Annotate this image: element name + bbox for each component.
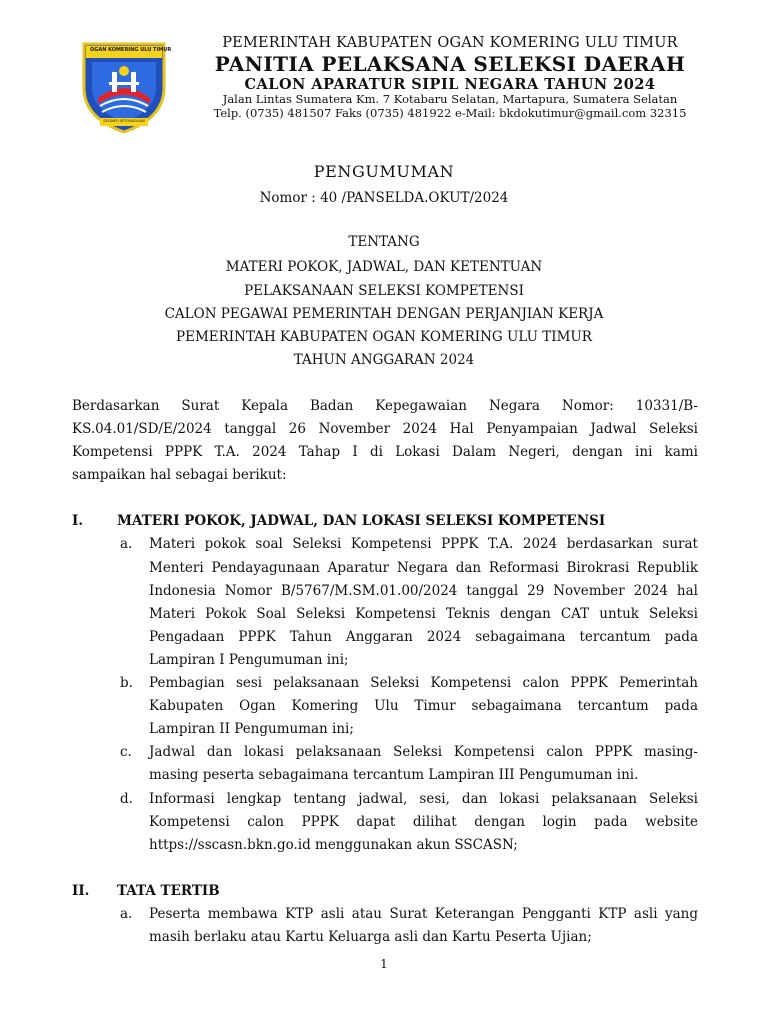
letterhead-address: Jalan Lintas Sumatera Km. 7 Kotabaru Selatan, Martapura, Sumatera Selatan	[222, 92, 678, 106]
item-line: masing peserta sebagaimana tercantum Lampiran III Pengumuman ini.	[149, 767, 639, 783]
item-letter: a.	[120, 906, 133, 922]
item-line: https://sscasn.bkn.go.id menggunakan akun SSCASN;	[149, 837, 518, 853]
section-number: I.	[72, 513, 84, 529]
subject-line: PELAKSANAAN SELEKSI KOMPETENSI	[244, 283, 524, 299]
item-line: masih berlaku atau Kartu Keluarga asli dan Kartu Peserta Ujian;	[149, 929, 592, 945]
section-title: MATERI POKOK, JADWAL, DAN LOKASI SELEKSI KOMPETENSI	[117, 513, 606, 529]
intro-paragraph-line: KS.04.01/SD/E/2024 tanggal 26 November 2024 Hal Penyampaian Jadwal Seleksi	[72, 421, 698, 437]
page-number: 1	[380, 957, 388, 971]
logo-ribbon-text: OGAN KOMERING ULU TIMUR	[90, 47, 172, 53]
item-line: Menteri Pendayagunaan Aparatur Negara dan Reformasi Birokrasi Republik	[149, 560, 698, 576]
intro-paragraph-line: Berdasarkan Surat Kepala Badan Kepegawaian Negara Nomor: 10331/B-	[72, 398, 698, 414]
item-line: Pengadaan PPPK Tahun Anggaran 2024 sebagaimana tercantum pada	[149, 629, 698, 645]
subject-line: PEMERINTAH KABUPATEN OGAN KOMERING ULU TIMUR	[176, 329, 592, 345]
item-letter: b.	[120, 675, 133, 691]
announcement-about: TENTANG	[348, 234, 420, 250]
letterhead-committee: PANITIA PELAKSANA SELEKSI DAERAH	[214, 52, 686, 76]
letterhead-program: CALON APARATUR SIPIL NEGARA TAHUN 2024	[244, 76, 656, 93]
item-line: Indonesia Nomor B/5767/M.SM.01.00/2024 tanggal 29 November 2024 hal	[149, 583, 698, 599]
letterhead-government: PEMERINTAH KABUPATEN OGAN KOMERING ULU TIMUR	[222, 35, 678, 51]
item-line: Kompetensi calon PPPK dapat dilihat dengan login pada website	[149, 814, 698, 830]
item-line: Lampiran II Pengumuman ini;	[149, 721, 354, 737]
item-letter: a.	[120, 536, 133, 552]
item-line: Lampiran I Pengumuman ini;	[149, 652, 349, 668]
item-line: Peserta membawa KTP asli atau Surat Keterangan Pengganti KTP asli yang	[149, 906, 698, 922]
intro-paragraph-line: Kompetensi PPPK T.A. 2024 Tahap I di Lokasi Dalam Negeri, dengan ini kami	[72, 444, 698, 460]
regency-logo	[78, 38, 170, 134]
item-line: Informasi lengkap tentang jadwal, sesi, dan lokasi pelaksanaan Seleksi	[149, 791, 698, 807]
item-line: Materi Pokok Soal Seleksi Kompetensi Teknis dengan CAT untuk Seleksi	[149, 606, 698, 622]
intro-paragraph-line: sampaikan hal sebagai berikut:	[72, 467, 287, 483]
section-title: TATA TERTIB	[117, 883, 220, 899]
section-number: II.	[72, 883, 90, 899]
item-letter: d.	[120, 791, 133, 807]
announcement-number: Nomor : 40 /PANSELDA.OKUT/2024	[259, 190, 509, 206]
item-line: Pembagian sesi pelaksanaan Seleksi Kompetensi calon PPPK Pemerintah	[149, 675, 698, 691]
subject-line: CALON PEGAWAI PEMERINTAH DENGAN PERJANJIAN KERJA	[164, 306, 604, 322]
item-letter: c.	[120, 744, 132, 760]
subject-line: MATERI POKOK, JADWAL, DAN KETENTUAN	[225, 259, 543, 275]
logo-motto-text: SEGANTI SETUNGGUAN	[103, 119, 145, 123]
subject-line: TAHUN ANGGARAN 2024	[293, 352, 475, 368]
item-line: Materi pokok soal Seleksi Kompetensi PPPK T.A. 2024 berdasarkan surat	[149, 536, 698, 552]
item-line: Jadwal dan lokasi pelaksanaan Seleksi Kompetensi calon PPPK masing-	[149, 744, 698, 760]
item-line: Kabupaten Ogan Komering Ulu Timur sebagaimana tercantum pada	[149, 698, 698, 714]
announcement-title: PENGUMUMAN	[313, 162, 455, 181]
letterhead-contact: Telp. (0735) 481507 Faks (0735) 481922 e-Mail: bkdokutimur@gmail.com 32315	[213, 106, 687, 120]
